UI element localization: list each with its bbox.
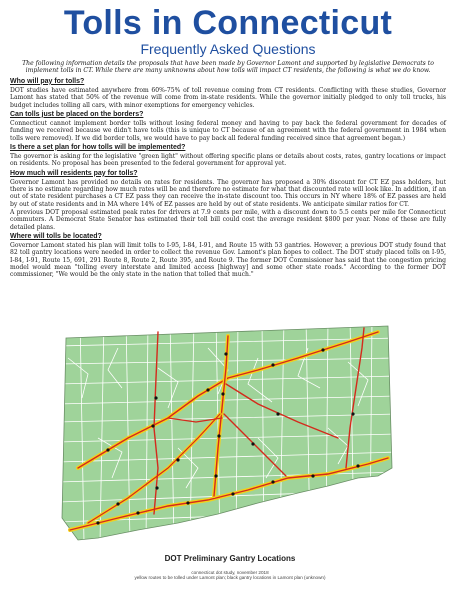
- faq-answer: The governor is asking for the legislative "green light" without offering specific plans or details about costs, rates, gantry locations or impact on residents. No proposal has been presented to the federal government for approval yet.: [10, 152, 446, 168]
- faq-answer: Governor Lamont has provided no details on rates for residents. The governor has proposed a 30% discount for CT EZ pass holders, but there is no estimate regarding how much rates will be and therefore no estimate for what that discounted rate will look like. In addition, if an out of state resident purchases a CT EZ pass they can receive the in-state discount too. This occurs in NY where 18% of EZ passes are held by out of state residents and in MA where 14% of EZ passes are held by out of state residents. We anticipate similar ratios for CT.: [10, 178, 446, 208]
- intro-paragraph: The following information details the proposals that have been made by Governor Lamont and supported by legislative Democrats to implement tolls in CT. While there are many unknowns about how tolls will impact CT residents, the following is what we do know.: [22, 60, 434, 75]
- map-note: [80, 570, 380, 581]
- faq-section-locations: [10, 233, 446, 279]
- faq-answer: A previous DOT proposal estimated peak rates for drivers at 7.9 cents per mile, with a discount down to 5.5 cents per mile for Connecticut commuters. A Democrat State Senator has estimated their toll bill could cost the average resident $800 per year. None of these are fully detailed plans.: [10, 208, 446, 231]
- faq-question: How much will residents pay for tolls?: [10, 169, 138, 177]
- faq-section-set-plan: [10, 144, 446, 168]
- page-title: Tolls in Connecticut: [63, 4, 393, 42]
- connecticut-gantry-map: [58, 318, 398, 543]
- faq-question: Who will pay for tolls?: [10, 77, 85, 85]
- faq-section-resident-cost: [10, 170, 446, 231]
- faq-answer: Connecticut cannot implement border tolls without losing federal money and having to pay back the federal government for decades of funding we received because we didn't have tolls (this is unique to CT because of an agreement with the federal government in 1984 when tolls were removed). If we did border tolls, we would have to pay back all federal funding received since that agreement began.): [10, 119, 446, 142]
- faq-answer: Governor Lamont stated his plan will limit tolls to I-95, I-84, I-91, and Route 15 with 53 gantries. However, a previous DOT study found that 82 toll gantry locations were needed in order to collect the revenue Gov. Lamont's plan hopes to collect. The DOT study placed tolls on I-95, I-84, I-91, Route 15, 691, 291 Route 8, Route 2, Route 395, and Route 9. The former DOT Commissioner has said that the congestion pricing model would mean "tolling every interstate and limited access [highway] and some other state roads." According to the former DOT commissioner, "We would be the only state in the nation that tolled that much.": [10, 241, 446, 279]
- map-note-line: connecticut dot study, november 2018: [191, 570, 269, 575]
- map-note-line: yellow routes to be tolled under Lamont plan; black gantry locations in Lamont plan (unknown): [134, 575, 326, 581]
- map-caption: DOT Preliminary Gantry Locations: [164, 554, 296, 563]
- faq-question: Where will tolls be located?: [10, 232, 102, 240]
- faq-question: Is there a set plan for how tolls will be implemented?: [10, 143, 186, 151]
- faq-section-border-tolls: [10, 111, 446, 142]
- page-subtitle: Frequently Asked Questions: [140, 41, 316, 57]
- faq-question: Can tolls just be placed on the borders?: [10, 110, 144, 118]
- faq-answer: DOT studies have estimated anywhere from 60%-75% of toll revenue coming from CT residents. Conflicting with these studies, Governor Lamont has stated that 50% of the revenue will come from in-state residents. While the governor initially pledged to only toll trucks, his budget includes tolling all cars, with minor exemptions for emergency vehicles.: [10, 86, 446, 109]
- faq-section-who-pays: [10, 78, 446, 109]
